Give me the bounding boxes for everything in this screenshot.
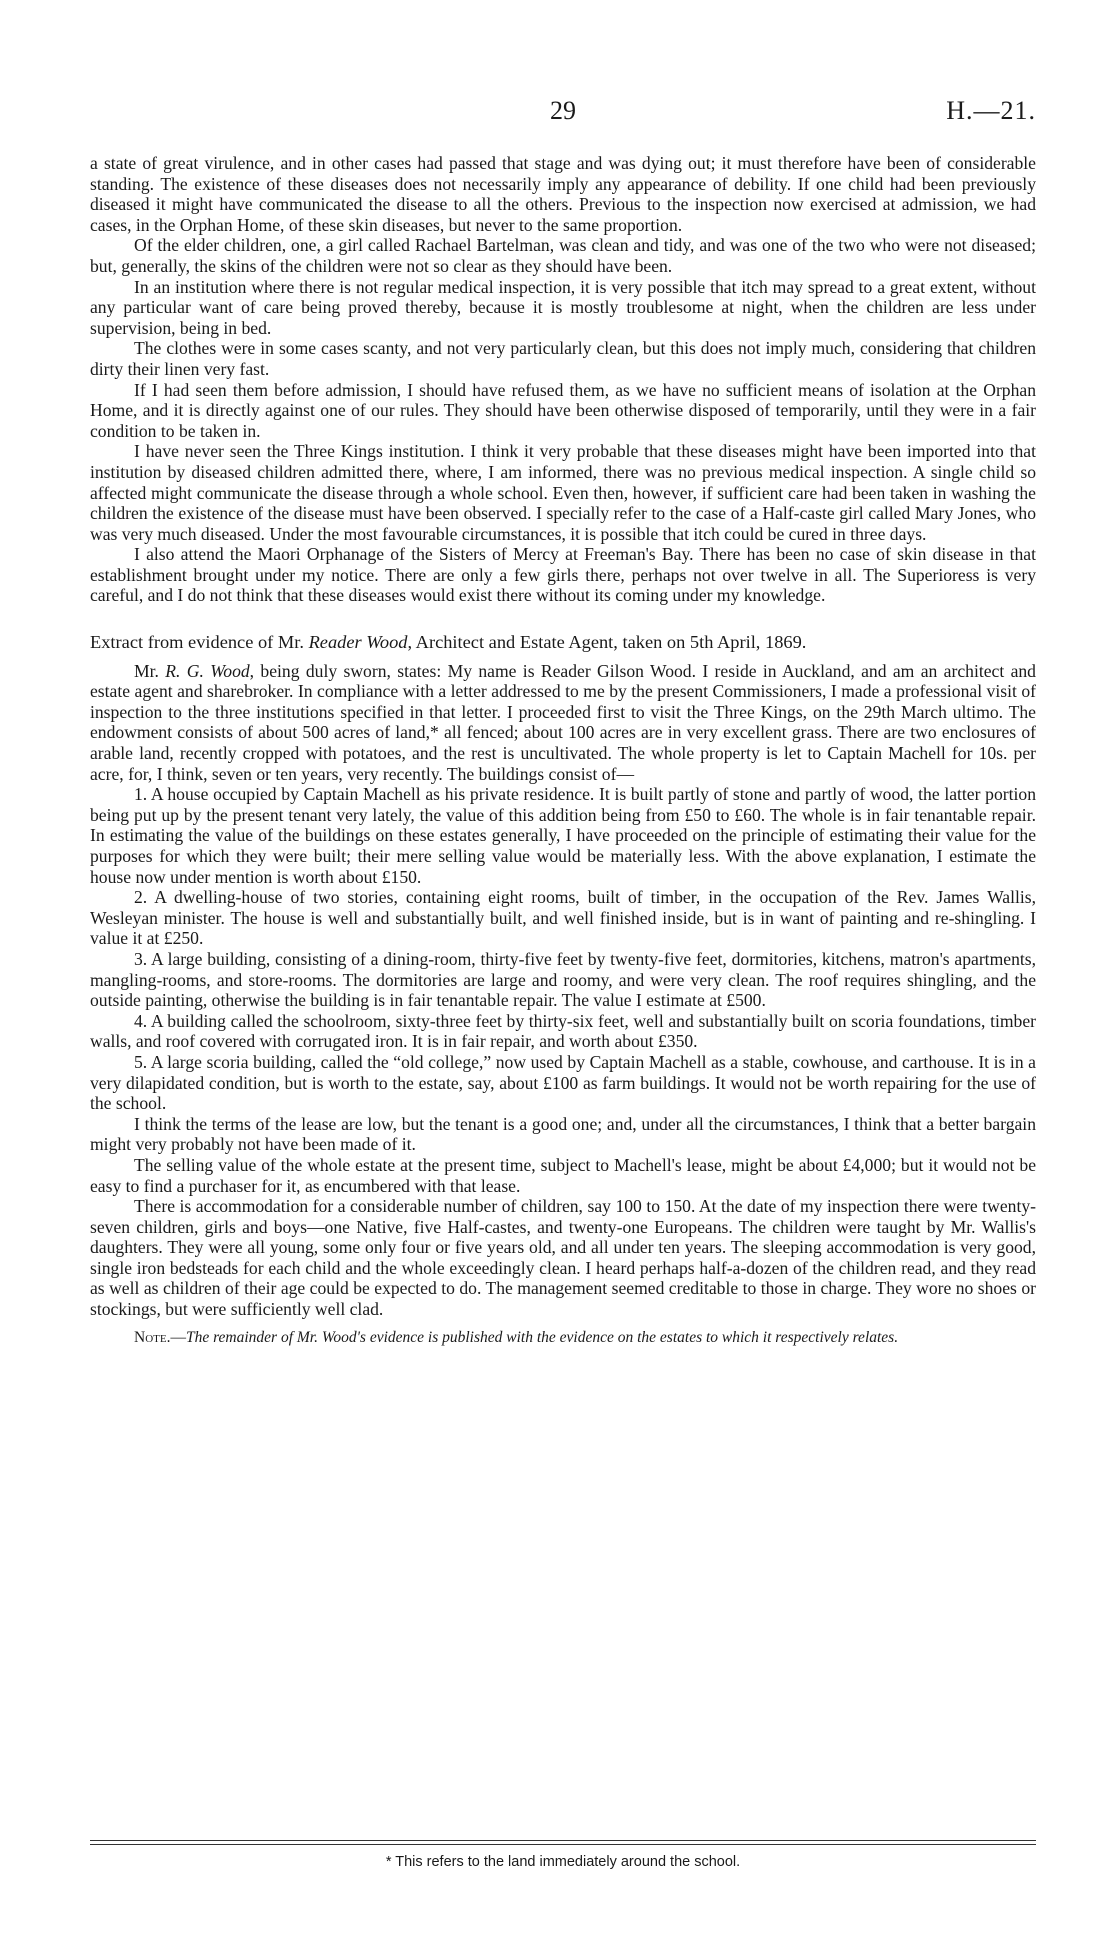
paragraph: I also attend the Maori Orphanage of the Sisters of Mercy at Freeman's Bay. There has been no case of skin disease in that establishment brought under my notice. There are only a few girls there, perhaps not over twelve in all. The Superioress is very careful, and I do not think that these diseases would exist there without its coming under my knowledge. xyxy=(90,544,1036,606)
paragraph: There is accommodation for a considerable number of children, say 100 to 150. At the date of my inspection there were twenty-seven children, girls and boys—one Native, five Half-castes, and twenty-one Europeans. The children were taught by Mr. Wallis's daughters. They were all young, some only four or five years old, and all under ten years. The sleeping accommodation is very good, single iron bedsteads for each child and the whole exceedingly clean. I heard perhaps half-a-dozen of the children read, and they read as well as children of their age could be expected to do. The management seemed creditable to those in charge. They wore no shoes or stockings, but were sufficiently well clad. xyxy=(90,1196,1036,1320)
paragraph: a state of great virulence, and in other cases had passed that stage and was dying out; it must therefore have been of considerable standing. The existence of these diseases does not necessarily imply any appearance of debility. If one child had been previously diseased it might have communicated the disease to all the others. Previous to the inspection now exercised at admission, we had cases, in the Orphan Home, of these skin diseases, but never to the same proportion. xyxy=(90,153,1036,235)
paragraph: If I had seen them before admission, I should have refused them, as we have no sufficient means of isolation at the Orphan Home, and it is directly against one of our rules. They should have been otherwise disposed of temporarily, until they were in a fair condition to be taken in. xyxy=(90,379,1036,441)
body-text xyxy=(90,153,1036,1347)
paragraph: I have never seen the Three Kings institution. I think it very probable that these diseases might have been imported into that institution by diseased children admitted there, where, I am informed, there was no previous medical inspection. A single child so affected might communicate the disease through a whole school. Even then, however, if sufficient care had been taken in washing the children the existence of the disease must have been observed. I specially refer to the case of a Half-caste girl called Mary Jones, who was very much diseased. Under the most favourable circumstances, it is possible that itch could be cured in three days. xyxy=(90,441,1036,544)
list-item: 2. A dwelling-house of two stories, containing eight rooms, built of timber, in the occupation of the Rev. James Wallis, Wesleyan minister. The house is well and substantially built, and well finished inside, but is in want of painting and re-shingling. I value it at £250. xyxy=(90,887,1036,949)
paragraph: The selling value of the whole estate at the present time, subject to Machell's lease, might be about £4,000; but it would not be easy to find a purchaser for it, as encumbered with that lease. xyxy=(90,1154,1036,1196)
paragraph xyxy=(90,661,1036,785)
witness-name: Reader Wood xyxy=(308,632,408,653)
list-item: 4. A building called the schoolroom, sixty-three feet by thirty-six feet, well and substantially built on scoria foundations, timber walls, and roof covered with corrugated iron. It is in fair repair, and worth about £350. xyxy=(90,1010,1036,1052)
paragraph: In an institution where there is not regular medical inspection, it is very possible that itch may spread to a great extent, without any particular want of care being proved thereby, because it is mostly troublesome at night, when the children are less under supervision, being in bed. xyxy=(90,276,1036,338)
editorial-note xyxy=(90,1328,1036,1347)
list-item: 1. A house occupied by Captain Machell as his private residence. It is built partly of stone and partly of wood, the latter portion being put up by the present tenant very lately, the value of this addition being from £50 to £60. The whole is in fair tenantable repair. In estimating the value of the buildings on these estates generally, I have proceeded on the principle of estimating their value for the purposes for which they were built; their mere selling value would be materially less. With the above explanation, I estimate the house now under mention is worth about £150. xyxy=(90,784,1036,887)
witness-initials: R. G. Wood xyxy=(165,660,250,681)
heading-prefix: Extract from evidence of Mr. xyxy=(90,632,309,653)
paragraph: Of the elder children, one, a girl called Rachael Bartelman, was clean and tidy, and was one of the two who were not diseased; but, generally, the skins of the children were not so clear as they should have been. xyxy=(90,235,1036,276)
heading-suffix: , Architect and Estate Agent, taken on 5th April, 1869. xyxy=(407,632,807,653)
document-reference: H.—21. xyxy=(946,96,1036,125)
page-number: 29 xyxy=(550,96,576,125)
first-prefix: Mr. xyxy=(134,660,166,681)
paragraph: I think the terms of the lease are low, but the tenant is a good one; and, under all the circumstances, I think that a better bargain might very probably not have been made of it. xyxy=(90,1113,1036,1155)
section-heading xyxy=(90,632,1036,653)
note-text: The remainder of Mr. Wood's evidence is published with the evidence on the estates to which it respectively relates. xyxy=(185,1328,899,1346)
footnote-divider-secondary xyxy=(90,1844,1036,1845)
footnote-divider xyxy=(90,1840,1036,1841)
page-header xyxy=(90,96,1036,136)
footnote: * This refers to the land immediately around the school. xyxy=(385,1854,741,1870)
list-item: 3. A large building, consisting of a dining-room, thirty-five feet by twenty-five feet, dormitories, kitchens, matron's apartments, mangling-rooms, and store-rooms. The dormitories are large and roomy, and were very clean. The roof requires shingling, and the outside painting, otherwise the building is in fair tenantable repair. The value I estimate at £500. xyxy=(90,948,1036,1011)
paragraph: The clothes were in some cases scanty, and not very particularly clean, but this does not imply much, considering that children dirty their linen very fast. xyxy=(90,338,1036,379)
first-text: , being duly sworn, states: My name is Reader Gilson Wood. I reside in Auckland, and am an architect and estate agent and sharebroker. In compliance with a letter addressed to me by the present Commissioners, I made a professional visit of inspection to the three institutions specified in that letter. I proceeded first to visit the Three Kings, on the 29th March ultimo. The endowment consists of about 500 acres of land,* all fenced; about 100 acres are in very excellent grass. There are two enclosures of arable land, recently cropped with potatoes, and the rest is uncultivated. The whole property is let to Captain Machell for 10s. per acre, for, I think, seven or ten years, very recently. The buildings consist of— xyxy=(90,660,1036,784)
note-label: Note.— xyxy=(134,1328,186,1346)
list-item: 5. A large scoria building, called the “old college,” now used by Captain Machell as a stable, cowhouse, and carthouse. It is in a very dilapidated condition, but is worth to the estate, say, about £100 as farm buildings. It would not be worth repairing for the use of the school. xyxy=(90,1051,1036,1114)
